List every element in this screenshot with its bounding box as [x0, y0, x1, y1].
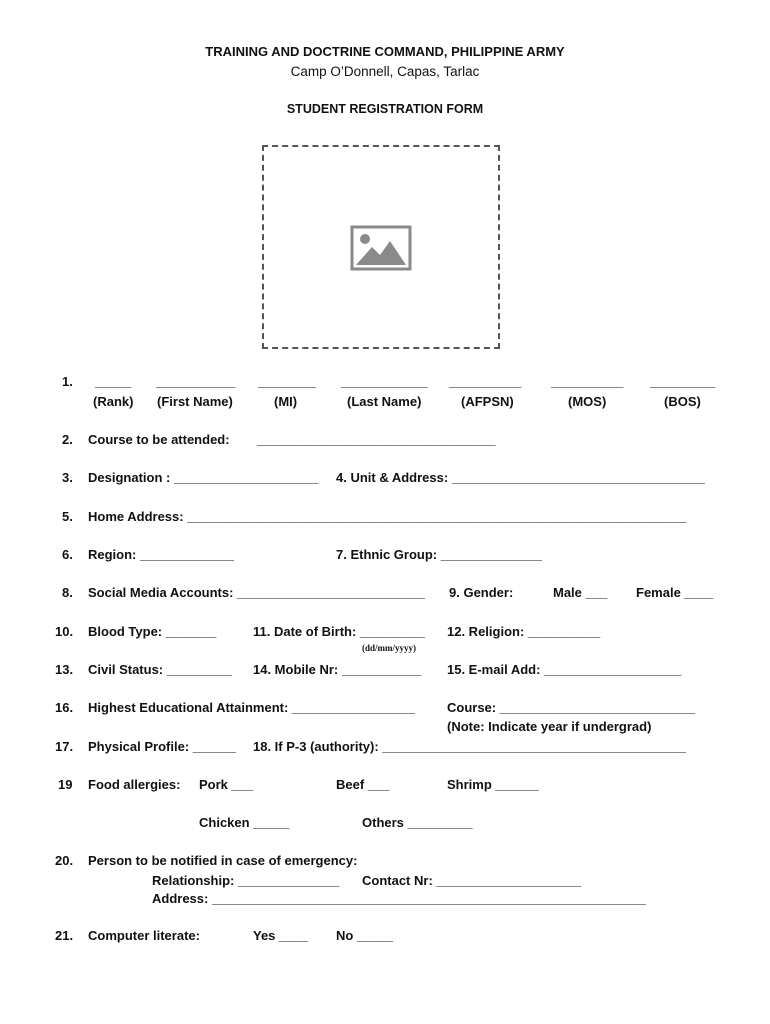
item-17-number: 17. — [55, 739, 74, 754]
item-2-number: 2. — [62, 432, 73, 447]
afpsn-blank[interactable]: __________ — [449, 374, 522, 389]
mi-blank[interactable]: ________ — [258, 374, 316, 389]
course-label: Course to be attended: — [88, 432, 230, 447]
bos-label: (BOS) — [664, 394, 701, 409]
gender-male-option[interactable]: Male ___ — [553, 585, 608, 600]
item-16-number: 16. — [55, 700, 74, 715]
item-13-number: 13. — [55, 662, 74, 677]
mos-label: (MOS) — [568, 394, 607, 409]
bos-blank[interactable]: _________ — [650, 374, 716, 389]
education-field[interactable]: Highest Educational Attainment: _________________ — [88, 700, 415, 715]
course-blank[interactable]: _________________________________ — [257, 432, 496, 447]
designation-field[interactable]: Designation : ____________________ — [88, 470, 319, 485]
rank-label: (Rank) — [93, 394, 134, 409]
civil-status-field[interactable]: Civil Status: _________ — [88, 662, 232, 677]
item-3-number: 3. — [62, 470, 73, 485]
image-placeholder-icon — [350, 225, 412, 271]
allergy-beef-option[interactable]: Beef ___ — [336, 777, 390, 792]
computer-literate-label: Computer literate: — [88, 928, 200, 943]
region-field[interactable]: Region: _____________ — [88, 547, 234, 562]
afpsn-label: (AFPSN) — [461, 394, 514, 409]
date-of-birth-field[interactable]: 11. Date of Birth: _________ — [253, 624, 425, 639]
item-20-number: 20. — [55, 853, 74, 868]
gender-female-option[interactable]: Female ____ — [636, 585, 714, 600]
religion-field[interactable]: 12. Religion: __________ — [447, 624, 601, 639]
computer-literate-no-option[interactable]: No _____ — [336, 928, 394, 943]
emergency-contact-label: Person to be notified in case of emergency: — [88, 853, 358, 868]
allergy-pork-option[interactable]: Pork ___ — [199, 777, 254, 792]
food-allergies-label: Food allergies: — [88, 777, 181, 792]
email-field[interactable]: 15. E-mail Add: ___________________ — [447, 662, 682, 677]
item-10-number: 10. — [55, 624, 74, 639]
item-6-number: 6. — [62, 547, 73, 562]
mi-label: (MI) — [274, 394, 298, 409]
undergrad-note: (Note: Indicate year if undergrad) — [447, 719, 652, 734]
allergy-shrimp-option[interactable]: Shrimp ______ — [447, 777, 539, 792]
course-field[interactable]: Course: ___________________________ — [447, 700, 695, 715]
last-name-blank[interactable]: ____________ — [341, 374, 428, 389]
allergy-chicken-option[interactable]: Chicken _____ — [199, 815, 290, 830]
ethnic-group-field[interactable]: 7. Ethnic Group: ______________ — [336, 547, 542, 562]
p3-authority-field[interactable]: 18. If P-3 (authority): __________________________________________ — [253, 739, 686, 754]
photo-placeholder[interactable] — [262, 145, 500, 349]
first-name-blank[interactable]: ___________ — [156, 374, 236, 389]
mos-blank[interactable]: __________ — [551, 374, 624, 389]
rank-blank[interactable]: _____ — [95, 374, 132, 389]
home-address-field[interactable]: Home Address: _____________________________________________________________________ — [88, 509, 687, 524]
computer-literate-yes-option[interactable]: Yes ____ — [253, 928, 308, 943]
first-name-label: (First Name) — [157, 394, 233, 409]
item-5-number: 5. — [62, 509, 73, 524]
item-21-number: 21. — [55, 928, 74, 943]
form-title: STUDENT REGISTRATION FORM — [286, 102, 484, 116]
mobile-number-field[interactable]: 14. Mobile Nr: ___________ — [253, 662, 422, 677]
item-19-number: 19 — [58, 777, 73, 792]
date-format-hint: (dd/mm/yyyy) — [362, 643, 416, 653]
item-8-number: 8. — [62, 585, 73, 600]
gender-label: 9. Gender: — [449, 585, 514, 600]
social-media-field[interactable]: Social Media Accounts: __________________________ — [88, 585, 426, 600]
blood-type-field[interactable]: Blood Type: _______ — [88, 624, 217, 639]
contact-number-field[interactable]: Contact Nr: ____________________ — [362, 873, 581, 888]
physical-profile-field[interactable]: Physical Profile: ______ — [88, 739, 237, 754]
relationship-field[interactable]: Relationship: ______________ — [152, 873, 340, 888]
last-name-label: (Last Name) — [347, 394, 422, 409]
emergency-address-field[interactable]: Address: ____________________________________________________________ — [152, 891, 646, 906]
item-1-number: 1. — [62, 374, 73, 389]
allergy-others-option[interactable]: Others _________ — [362, 815, 473, 830]
header-location: Camp O’Donnell, Capas, Tarlac — [290, 64, 480, 79]
header-organization: TRAINING AND DOCTRINE COMMAND, PHILIPPINE ARMY — [205, 44, 565, 59]
unit-address-field[interactable]: 4. Unit & Address: ___________________________________ — [336, 470, 705, 485]
